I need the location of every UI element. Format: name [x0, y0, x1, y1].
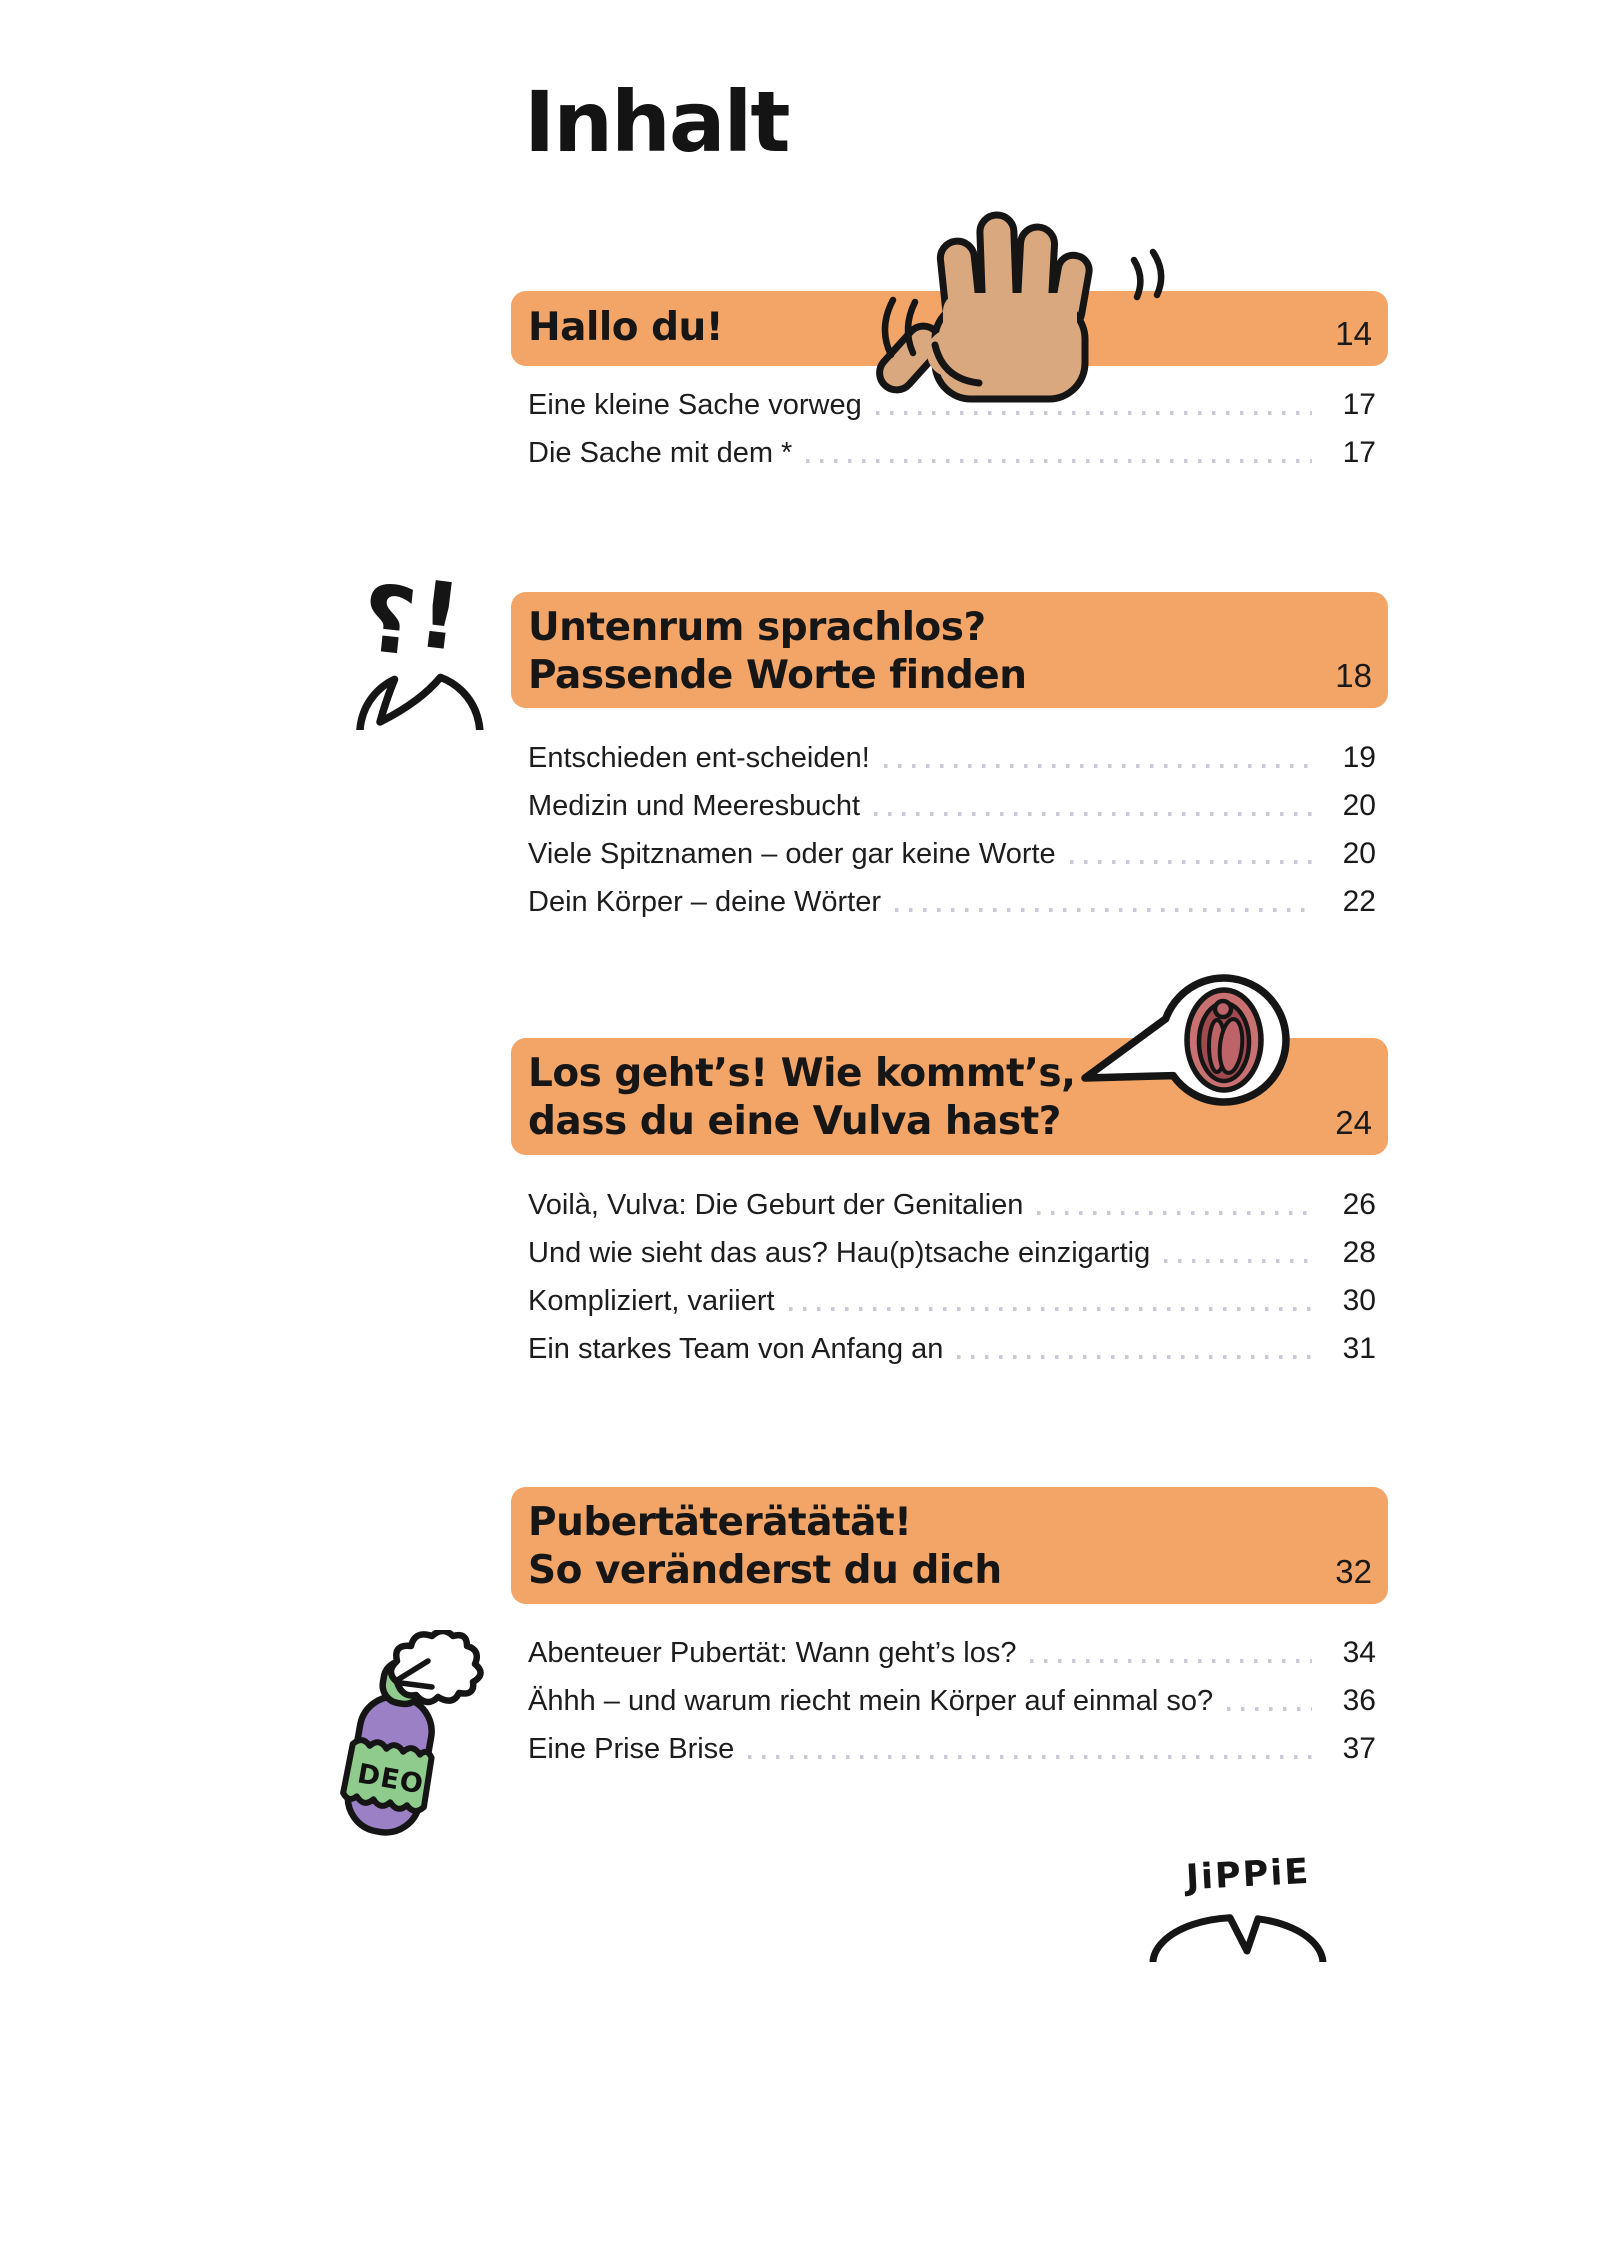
- toc-entry: [528, 1277, 1376, 1325]
- toc-entry-page: 30: [1342, 1284, 1376, 1317]
- toc-entry-label: Eine Prise Brise: [528, 1732, 735, 1765]
- dot-leader: [884, 764, 1312, 768]
- toc-entry-page: 22: [1342, 885, 1376, 918]
- dot-leader: [806, 459, 1312, 463]
- section-page-number: 14: [1335, 315, 1372, 352]
- toc-entry: [528, 1629, 1376, 1677]
- toc-entry: [528, 782, 1376, 830]
- toc-entry-label: Eine kleine Sache vorweg: [528, 388, 862, 421]
- deo-label: DEO: [354, 1758, 427, 1801]
- dot-leader: [1037, 1211, 1312, 1215]
- toc-entry-label: Kompliziert, variiert: [528, 1284, 775, 1317]
- spray-cloud-icon: [391, 1631, 481, 1702]
- toc-entry-label: Ähhh – und warum riecht mein Körper auf einmal so?: [528, 1684, 1214, 1717]
- toc-entry-page: 26: [1342, 1188, 1376, 1221]
- toc-entry: [528, 830, 1376, 878]
- dot-leader: [1030, 1659, 1312, 1663]
- toc-entry: [528, 1725, 1376, 1773]
- toc-entry-page: 19: [1342, 741, 1376, 774]
- toc-entry-page: 20: [1342, 789, 1376, 822]
- jippie-bubble-icon: [1146, 1820, 1351, 1962]
- jippie-text: JiPPiE: [1185, 1851, 1312, 1899]
- section-entries: [528, 734, 1376, 926]
- toc-entry-label: Voilà, Vulva: Die Geburt der Genitalien: [528, 1188, 1024, 1221]
- toc-entry-page: 36: [1342, 1684, 1376, 1717]
- dot-leader: [789, 1307, 1312, 1311]
- toc-entry-label: Und wie sieht das aus? Hau(p)tsache einzigartig: [528, 1236, 1151, 1269]
- dot-leader: [874, 812, 1312, 816]
- toc-entry: [528, 734, 1376, 782]
- dot-leader: [876, 411, 1312, 415]
- toc-entry-label: Abenteuer Pubertät: Wann geht’s los?: [528, 1636, 1017, 1669]
- page-title: Inhalt: [524, 73, 789, 171]
- toc-entry: [528, 1181, 1376, 1229]
- toc-entry-label: Medizin und Meeresbucht: [528, 789, 861, 822]
- section-heading-line: Pubertäterätätät!: [528, 1500, 912, 1545]
- toc-entry-page: 17: [1342, 436, 1376, 469]
- section-entries: [528, 1629, 1376, 1773]
- interrobang-bubble-icon: [340, 552, 488, 730]
- toc-entry: [528, 1677, 1376, 1725]
- section-page-number: 18: [1335, 657, 1372, 694]
- toc-entry-page: 17: [1342, 388, 1376, 421]
- deo-spray-icon: [315, 1630, 485, 1845]
- dot-leader: [1227, 1707, 1312, 1711]
- toc-entry-label: Viele Spitznamen – oder gar keine Worte: [528, 837, 1056, 870]
- dot-leader: [748, 1755, 1312, 1759]
- interrobang-exclamation: !: [412, 560, 467, 673]
- vulva-bubble-icon: [1072, 962, 1290, 1114]
- section-heading-line: dass du eine Vulva hast?: [528, 1099, 1061, 1144]
- section-heading-line: Hallo du!: [528, 305, 724, 350]
- toc-entry: [528, 1325, 1376, 1373]
- section-header-pubertaet: [511, 1487, 1388, 1604]
- toc-entry-label: Entschieden ent-scheiden!: [528, 741, 870, 774]
- dot-leader: [1070, 860, 1312, 864]
- toc-entry: [528, 1229, 1376, 1277]
- section-header-untenrum: [511, 592, 1388, 708]
- toc-entry: [528, 878, 1376, 926]
- section-page-number: 32: [1335, 1553, 1372, 1590]
- dot-leader: [895, 908, 1312, 912]
- toc-entry-page: 31: [1342, 1332, 1376, 1365]
- toc-entry-page: 34: [1342, 1636, 1376, 1669]
- section-entries: [528, 1181, 1376, 1373]
- toc-entry-page: 37: [1342, 1732, 1376, 1765]
- section-heading-line: So veränderst du dich: [528, 1548, 1002, 1593]
- toc-entry: [528, 429, 1376, 477]
- toc-entry-label: Dein Körper – deine Wörter: [528, 885, 881, 918]
- section-heading-line: Untenrum sprachlos?: [528, 605, 986, 650]
- section-page-number: 24: [1335, 1104, 1372, 1141]
- toc-entry-label: Die Sache mit dem *: [528, 436, 793, 469]
- dot-leader: [957, 1355, 1312, 1359]
- toc-entry-page: 28: [1342, 1236, 1376, 1269]
- toc-entry-label: Ein starkes Team von Anfang an: [528, 1332, 944, 1365]
- dot-leader: [1164, 1259, 1312, 1263]
- waving-hand-icon: [863, 203, 1185, 408]
- section-heading-line: Passende Worte finden: [528, 653, 1027, 698]
- interrobang-question: ?: [357, 564, 422, 677]
- toc-entry-page: 20: [1342, 837, 1376, 870]
- section-heading-line: Los geht’s! Wie kommt’s,: [528, 1051, 1076, 1096]
